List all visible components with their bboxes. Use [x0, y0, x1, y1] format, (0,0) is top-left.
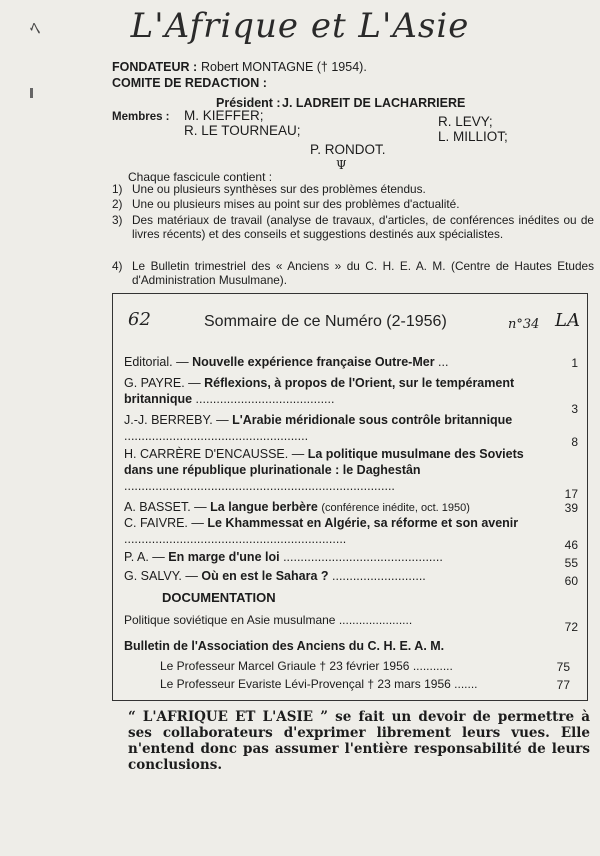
toc-title: Où en est le Sahara ? [201, 569, 329, 583]
toc-entry [124, 515, 544, 547]
toc-dots: ........................... [332, 569, 426, 583]
bulletin-dots: ............ [412, 659, 453, 673]
toc-page: 1 [571, 356, 578, 370]
toc-dots: ..................................................... [124, 429, 309, 443]
toc-author: Editorial. — [124, 355, 189, 369]
toc-page: 55 [564, 556, 578, 570]
contents-item-number: 2) [112, 197, 123, 211]
bulletin-text: Le Professeur Marcel Griaule † 23 février 1956 [160, 659, 410, 673]
documentation-heading: DOCUMENTATION [162, 590, 276, 605]
contents-item-text: Une ou plusieurs mises au point sur des problèmes d'actualité. [132, 197, 460, 211]
toc-page: 46 [564, 538, 578, 552]
sommaire-issue: (2-1956) [386, 313, 447, 330]
president-label: Président : [216, 96, 281, 110]
toc-dots: ........................................ [195, 392, 335, 406]
toc-page: 3 [571, 402, 578, 416]
scan-speck [30, 88, 33, 98]
toc-page: 17 [564, 487, 578, 501]
ornament-icon: Ψ [336, 158, 347, 172]
bulletin-entry [160, 658, 540, 674]
documentation-entry [124, 612, 544, 628]
toc-entry [124, 354, 544, 370]
bulletin-dots: ....... [454, 677, 478, 691]
contents-item-text: Une ou plusieurs synthèses sur des problèmes étendus. [132, 182, 426, 196]
toc-entry [124, 446, 544, 494]
toc-extra: (conférence inédite, oct. 1950) [321, 502, 470, 514]
disclaimer: “ L'AFRIQUE ET L'ASIE ” se fait un devoir de permettre à ses collaborateurs d'exprimer librement leurs vues. Elle n'entend donc pas assumer l'entière responsabilité de leurs conclusions. [128, 709, 590, 773]
member-le-tourneau: R. LE TOURNEAU; [184, 123, 301, 138]
toc-dots: ................................................................ [124, 532, 347, 546]
member-levy: R. LEVY; [438, 114, 493, 129]
toc-title: En marge d'une loi [168, 550, 280, 564]
member-kieffer: M. KIEFFER; [184, 108, 264, 123]
toc-author: G. PAYRE. — [124, 376, 201, 390]
contents-item [112, 198, 594, 212]
toc-entry [124, 412, 544, 444]
toc-dots: .............................................. [283, 550, 443, 564]
contents-item [112, 183, 594, 197]
toc-entry [124, 549, 544, 565]
sommaire-heading [204, 313, 447, 331]
journal-title: L'Afrique et L'Asie [130, 6, 470, 46]
president-name: J. LADREIT DE LACHARRIERE [282, 96, 466, 110]
toc-author: J.-J. BERREBY. — [124, 413, 229, 427]
toc-title: La langue berbère [210, 500, 318, 514]
toc-title: Nouvelle expérience française Outre-Mer [192, 355, 435, 369]
toc-page: 8 [571, 435, 578, 449]
documentation-text: Politique soviétique en Asie musulmane [124, 613, 336, 627]
toc-entry [124, 568, 544, 584]
toc-page: 39 [564, 501, 578, 515]
toc-author: P. A. — [124, 550, 165, 564]
toc-author: G. SALVY. — [124, 569, 198, 583]
contents-item-number: 1) [112, 182, 123, 196]
contents-item-text: Des matériaux de travail (analyse de travaux, d'articles, de conférences inédites ou de livres récents) et des conseils et suggestions destinés aux spécialistes. [132, 213, 594, 241]
members-label: Membres : [112, 111, 170, 123]
toc-page: 60 [564, 574, 578, 588]
founder-name: Robert MONTAGNE († 1954). [201, 60, 367, 74]
contents-item-number: 3) [112, 213, 123, 227]
toc-entry [124, 375, 544, 407]
toc-title: La politique musulmane des Soviets dans une république plurinationale : le Daghestân [124, 447, 524, 477]
documentation-page: 72 [564, 620, 578, 634]
member-milliot: L. MILLIOT; [438, 129, 508, 144]
bulletin-page: 75 [556, 660, 570, 674]
toc-title: Réflexions, à propos de l'Orient, sur le tempérament britannique [124, 376, 515, 406]
member-rondot: P. RONDOT. [310, 142, 386, 157]
toc-title: Le Khammessat en Algérie, sa réforme et son avenir [207, 516, 519, 530]
sommaire-heading-text: Sommaire de ce Numéro [204, 313, 382, 330]
toc-author: H. CARRÈRE D'ENCAUSSE. — [124, 447, 305, 461]
bulletin-heading [124, 638, 584, 654]
bulletin-text: Le Professeur Evariste Lévi-Provençal † 23 mars 1956 [160, 677, 451, 691]
bulletin-page: 77 [556, 678, 570, 692]
toc-dots: ... [438, 355, 449, 369]
contents-item-text: Le Bulletin trimestriel des « Anciens » du C. H. E. A. M. (Centre de Hautes Etudes d'Administration Musulmane). [132, 259, 594, 287]
contents-intro: Chaque fascicule contient : [128, 170, 273, 184]
toc-entry [124, 499, 554, 516]
documentation-dots: ...................... [338, 613, 413, 627]
contents-item [112, 214, 594, 241]
handwritten-ref: n°34 [508, 317, 540, 332]
handwritten-number: 62 [128, 309, 151, 330]
toc-dots: .............................................................................. [124, 479, 395, 493]
bulletin-heading-text: Bulletin de l'Association des Anciens du C. H. E. A. M. [124, 639, 445, 653]
toc-author: A. BASSET. — [124, 500, 207, 514]
founder-label: FONDATEUR : [112, 60, 198, 74]
corner-mark-icon: ﾍ [30, 16, 40, 40]
committee-label: COMITE DE REDACTION : [112, 76, 267, 90]
toc-title: L'Arabie méridionale sous contrôle britannique [232, 413, 513, 427]
toc-author: C. FAIVRE. — [124, 516, 204, 530]
bulletin-entry [160, 676, 540, 692]
contents-item-number: 4) [112, 259, 123, 273]
contents-item [112, 260, 594, 287]
handwritten-mark: LA [555, 310, 580, 331]
